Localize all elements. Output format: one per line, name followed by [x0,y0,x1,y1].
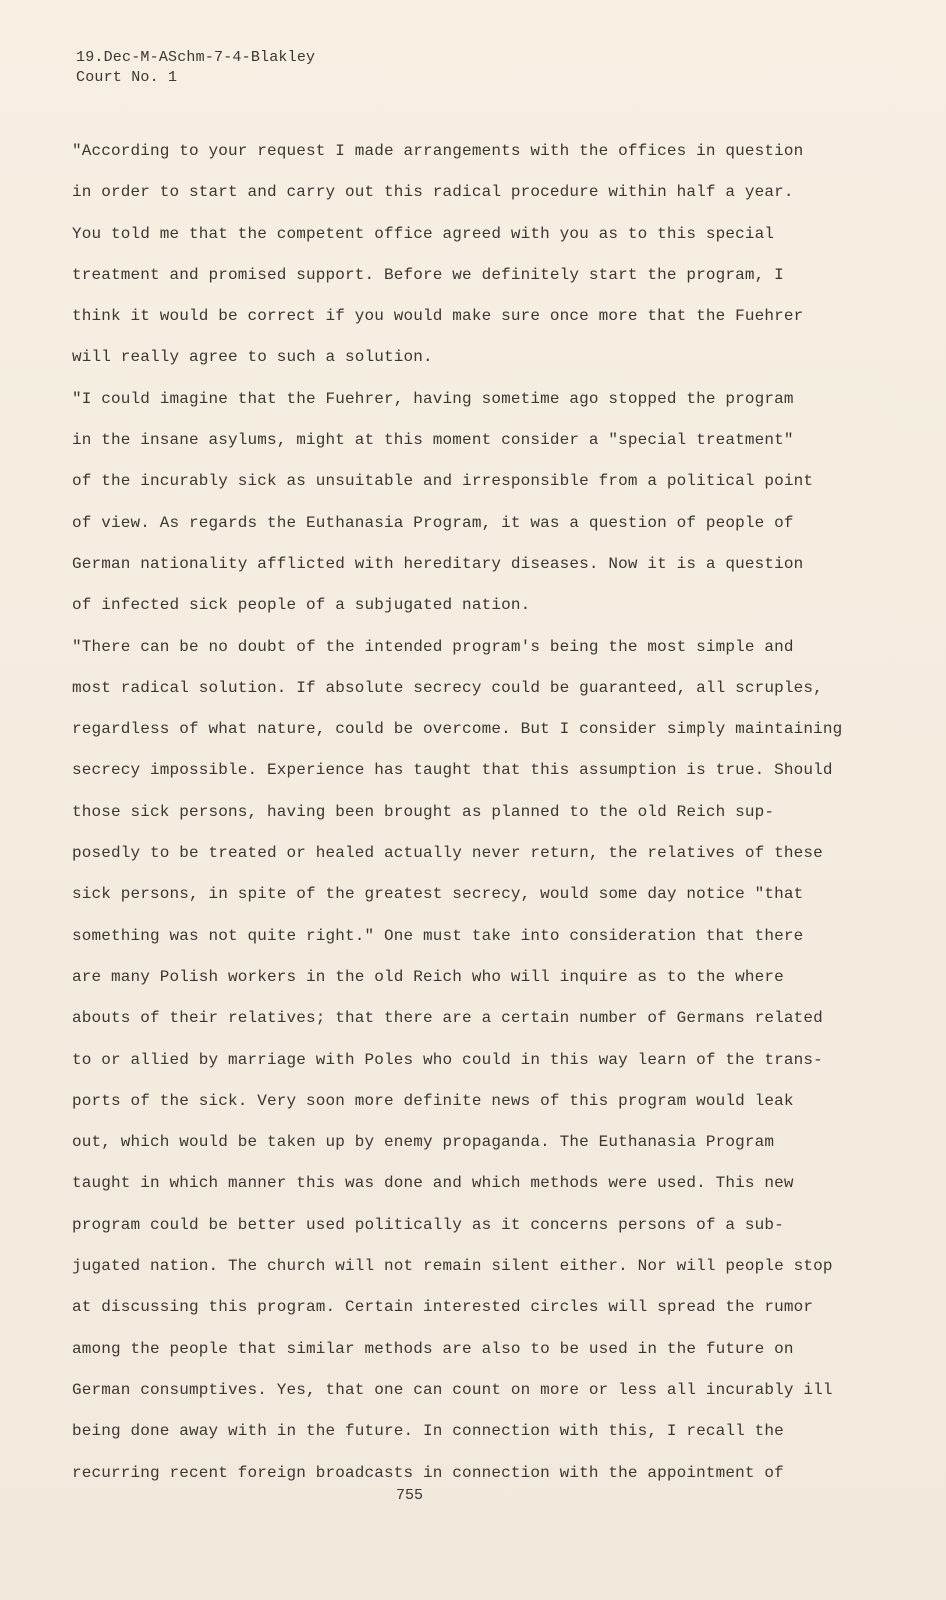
text-line: most radical solution. If absolute secrecy could be guaranteed, all scruples, [72,678,823,697]
text-line: of view. As regards the Euthanasia Program, it was a question of people of [72,513,794,532]
text-line: at discussing this program. Certain interested circles will spread the rumor [72,1298,814,1317]
text-line: abouts of their relatives; that there are a certain number of Germans related [72,1009,823,1028]
text-line: ports of the sick. Very soon more definite news of this program would leak [72,1091,794,1110]
text-line: those sick persons, having been brought as planned to the old Reich sup- [72,802,775,821]
text-line: regardless of what nature, could be overcome. But I consider simply maintaining [72,720,843,739]
text-line: something was not quite right." One must take into consideration that there [72,926,804,945]
text-line: are many Polish workers in the old Reich who will inquire as to the where [72,967,784,986]
body-text [72,131,892,1494]
text-line: "According to your request I made arrangements with the offices in question [72,142,804,160]
text-line: treatment and promised support. Before we definitely start the program, I [72,265,784,284]
text-line: "There can be no doubt of the intended program's being the most simple and [72,637,794,656]
text-line: posedly to be treated or healed actually never return, the relatives of these [72,844,823,863]
header-court-number: Court No. 1 [76,69,178,86]
text-line: out, which would be taken up by enemy propaganda. The Euthanasia Program [72,1133,775,1152]
text-line: will really agree to such a solution. [72,348,433,367]
text-line: taught in which manner this was done and which methods were used. This new [72,1174,794,1193]
text-line: of infected sick people of a subjugated nation. [72,596,531,615]
text-line: in the insane asylums, might at this moment consider a "special treatment" [72,431,794,450]
page-number: 755 [396,1487,424,1504]
header-case-reference: 19.Dec-M-ASchm-7-4-Blakley [76,49,316,66]
text-line: among the people that similar methods are also to be used in the future on [72,1339,794,1358]
text-line: sick persons, in spite of the greatest secrecy, would some day notice "that [72,885,804,904]
text-line: think it would be correct if you would make sure once more that the Fuehrer [72,307,804,326]
document-header [76,48,315,88]
text-line: program could be better used politically as it concerns persons of a sub- [72,1215,784,1234]
text-line: secrecy impossible. Experience has taught that this assumption is true. Should [72,761,833,780]
text-line: You told me that the competent office agreed with you as to this special [72,224,775,243]
text-line: German consumptives. Yes, that one can count on more or less all incurably ill [72,1380,833,1399]
text-line: of the incurably sick as unsuitable and irresponsible from a political point [72,472,814,491]
text-line: to or allied by marriage with Poles who could in this way learn of the trans- [72,1050,823,1069]
text-line: "I could imagine that the Fuehrer, having sometime ago stopped the program [72,389,794,408]
text-line: being done away with in the future. In connection with this, I recall the [72,1422,784,1441]
text-line: in order to start and carry out this radical procedure within half a year. [72,183,794,202]
text-line: jugated nation. The church will not remain silent either. Nor will people stop [72,1257,833,1276]
text-line: German nationality afflicted with hereditary diseases. Now it is a question [72,554,804,573]
text-line: recurring recent foreign broadcasts in connection with the appointment of [72,1463,784,1482]
